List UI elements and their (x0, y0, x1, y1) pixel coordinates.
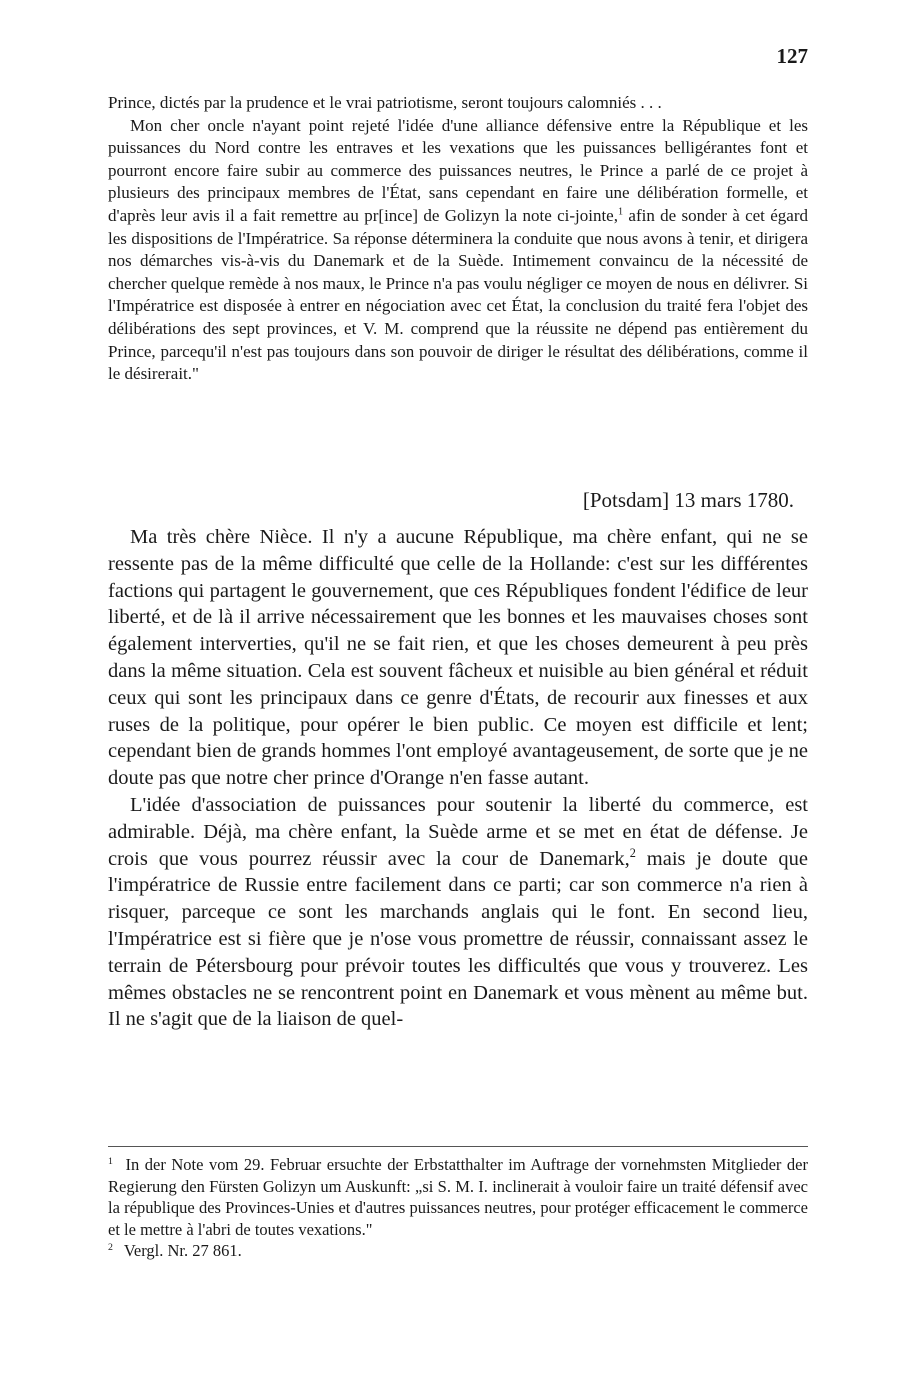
footnote: $^2$ Vergl. Nr. 27 861. (108, 1241, 242, 1260)
letter-dateline: [Potsdam] 13 mars 1780. (582, 488, 794, 512)
footnote-reference: 2 (629, 845, 636, 860)
letter-text: mais je doute que l'impératrice de Russie entre facilement dans ce parti; car son commerce n'a rien à risquer, parceque ce sont les marchands anglais qui le font. En second lieu, l'Impératrice est si fière que je n'ose vous promettre de réussir, connaissant assez le terrain de Pétersbourg pour prévoir toutes les difficultés que vous y trouverez. Les mêmes obstacles ne se rencontrent point en Danemark et vous mènent au même but. Il ne s'agit que de la liaison de quel- (108, 847, 809, 1031)
quote-text: afin de sonder à cet égard les dispositions de l'Impératrice. Sa réponse déterminera la conduite que nous avons à tenir, et dirigera nos démarches vis-à-vis du Danemark et de la Suède. Intimement convaincu de la nécessité de chercher quelque remède à nos maux, le Prince n'a pas voulu négliger ce moyen de nous en délivrer. Si l'Impératrice est disposée à entrer en négociation avec cet État, la conclusion du traité fera l'objet des délibérations des sept provinces, et V. M. comprend que la réussite ne dépend pas entièrement du Prince, parcequ'il n'est pas toujours dans son pouvoir de diriger le résultat des délibérations, comme il le désirerait." (108, 205, 808, 384)
quoted-letter-excerpt (108, 92, 808, 386)
quote-text: Mon cher oncle n'ayant point rejeté l'idée d'une alliance défensive entre la République et les puissances du Nord contre les entraves et les vexations que les puissances belligérantes font et pourront encore faire subir au commerce des puissances neutres, le Prince a parlé de ce projet à plusieurs des principaux membres de l'État, sans cependant en faire une délibération formelle, et d'après leur avis il a fait remettre au pr[ince] de Golizyn la note ci-jointe, (108, 115, 808, 225)
footnote-text: In der Note vom 29. Februar ersuchte der Erbstatthalter im Auftrage der vornehmsten Mitglieder der Regierung den Fürsten Golizyn um Auskunft: „si S. M. I. inclinerait à vouloir faire un traité défensif avec la république des Provinces-Unies et d'autres puissances neutres, pour protéger efficacement le commerce et le mettre à l'abri de toutes vexations." (108, 1155, 809, 1239)
page-number: 127 (776, 44, 808, 68)
footnote-reference: 1 (617, 206, 624, 218)
quote-paragraph: Prince, dictés par la prudence et le vrai patriotisme, seront toujours calomniés . . . (108, 93, 662, 112)
letter-body (108, 524, 808, 1033)
letter-paragraph (108, 792, 808, 1033)
letter-paragraph: Ma très chère Nièce. Il n'y a aucune République, ma chère enfant, qui ne se ressente pas de la même difficulté que celle de la Hollande: c'est sur les différentes factions qui partagent le gouvernement, que ces Républiques fondent l'édifice de leur liberté, et de là il arrive nécessairement que les bonnes et les mauvaises choses sont également interverties, qu'il ne se fait rien, et que les choses demeurent à peu près dans la même situation. Cela est souvent fâcheux et nuisible au bien général et réduit ceux qui sont les principaux dans ce genre d'États, de recourir aux finesses et aux ruses de la politique, pour opérer le bien public. Ce moyen est difficile et lent; cependant bien de grands hommes l'ont employé avantageusement, de sorte que je ne doute pas que notre cher prince d'Orange n'en fasse autant. (108, 526, 808, 790)
footnotes (108, 1154, 808, 1262)
footnote-text: Vergl. Nr. 27 861. (123, 1241, 242, 1260)
footnote: $^1$ In der Note vom 29. Februar ersuchte der Erbstatthalter im Auftrage der vornehmsten Mitglieder der Regierung den Fürsten Golizyn um Auskunft: „si S. M. I. inclinerait à vouloir faire un traité défensif avec la république des Provinces-Unies et d'autres puissances neutres, pour protéger efficacement le commerce et le mettre à l'abri de toutes vexations." (108, 1155, 809, 1239)
quote-paragraph (108, 115, 808, 386)
letter-text: L'idée d'association de puissances pour soutenir la liberté du commerce, est admirable. Déjà, ma chère enfant, la Suède arme et se met en état de défense. Je crois que vous pourrez réussir avec la cour de Danemark, (108, 793, 808, 870)
footnote-divider (108, 1146, 808, 1147)
